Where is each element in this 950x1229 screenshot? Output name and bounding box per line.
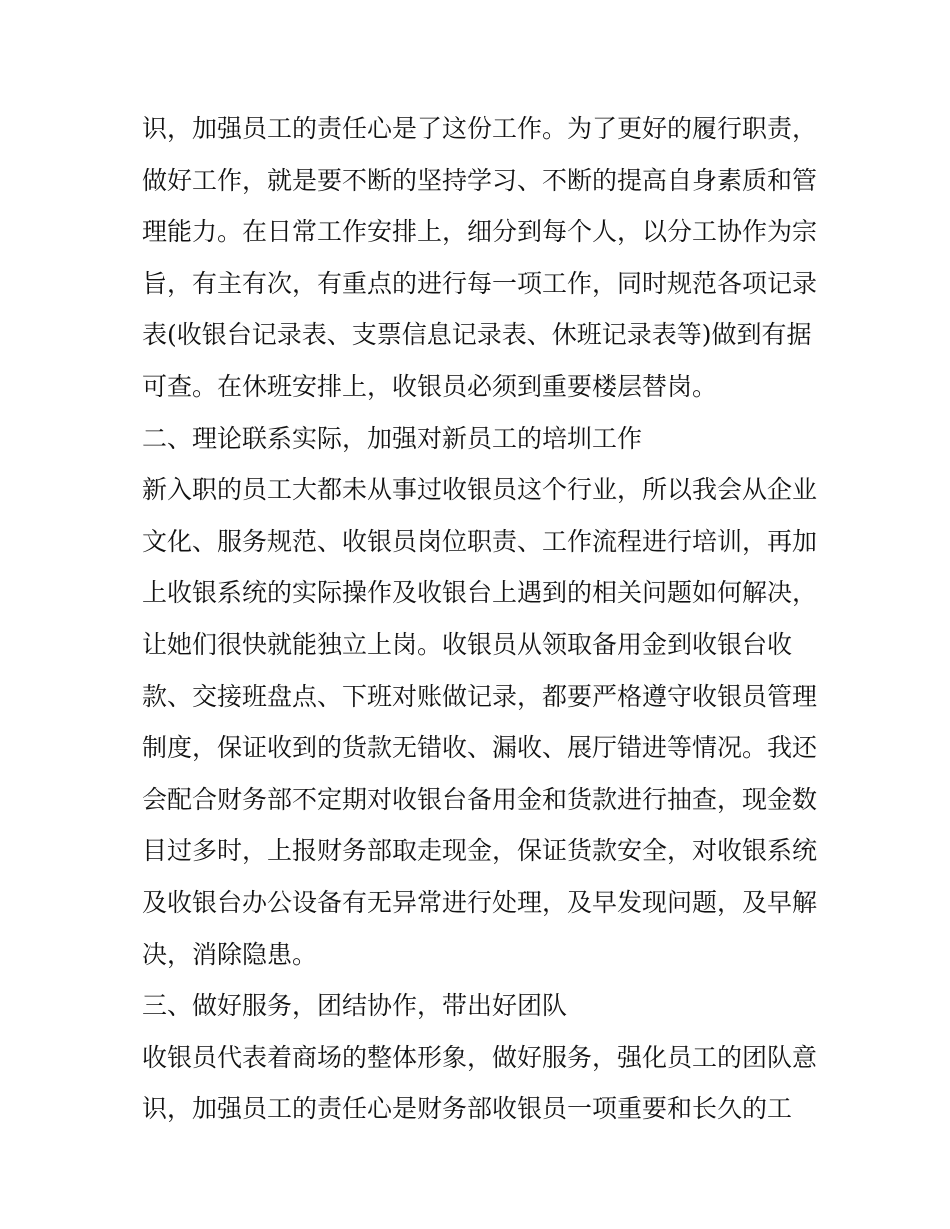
- paragraph-line: 做好工作，就是要不断的坚持学习、不断的提高自身素质和管: [142, 165, 818, 195]
- paragraph-line: 及收银台办公设备有无异常进行处理，及早发现问题，及早解: [142, 887, 818, 917]
- paragraph-line: 文化、服务规范、收银员岗位职责、工作流程进行培训，再加: [142, 526, 818, 556]
- paragraph-line: 制度，保证收到的货款无错收、漏收、展厅错进等情况。我还: [142, 733, 818, 763]
- paragraph-line: 旨，有主有次，有重点的进行每一项工作，同时规范各项记录: [142, 268, 818, 298]
- paragraph-line: 新入职的员工大都未从事过收银员这个行业，所以我会从企业: [142, 475, 818, 505]
- paragraph-line: 识，加强员工的责任心是了这份工作。为了更好的履行职责，: [142, 114, 818, 143]
- document-body: [142, 103, 842, 1135]
- paragraph-line: 识，加强员工的责任心是财务部收银员一项重要和长久的工: [142, 1094, 793, 1124]
- section-heading: 二、理论联系实际，加强对新员工的培圳工作: [142, 423, 643, 453]
- paragraph-line: 收银员代表着商场的整体形象，做好服务，强化员工的团队意: [142, 1042, 818, 1072]
- paragraph-line: 会配合财务部不定期对收银台备用金和货款进行抽查，现金数: [142, 784, 818, 814]
- paragraph-line: 款、交接班盘点、下班对账做记录，都要严格遵守收银员管理: [142, 681, 818, 711]
- paragraph-line: 可查。在休班安排上，收银员必须到重要楼层替岗。: [142, 371, 718, 401]
- paragraph-line: 理能力。在日常工作安排上，细分到每个人，以分工协作为宗: [142, 217, 818, 247]
- paragraph-line: 目过多时，上报财务部取走现金，保证货款安全，对收银系统: [142, 836, 818, 866]
- paragraph-line: 表(收银台记录表、支票信息记录表、休班记录表等)做到有据: [142, 320, 812, 350]
- paragraph-line: 让她们很快就能独立上岗。收银员从领取备用金到收银台收: [142, 629, 793, 659]
- section-heading: 三、做好服务，团结协作，带出好团队: [142, 991, 568, 1021]
- paragraph-line: 决，消除隐患。: [142, 939, 318, 969]
- paragraph-line: 上收银系统的实际操作及收银台上遇到的相关问题如何解决，: [142, 578, 818, 608]
